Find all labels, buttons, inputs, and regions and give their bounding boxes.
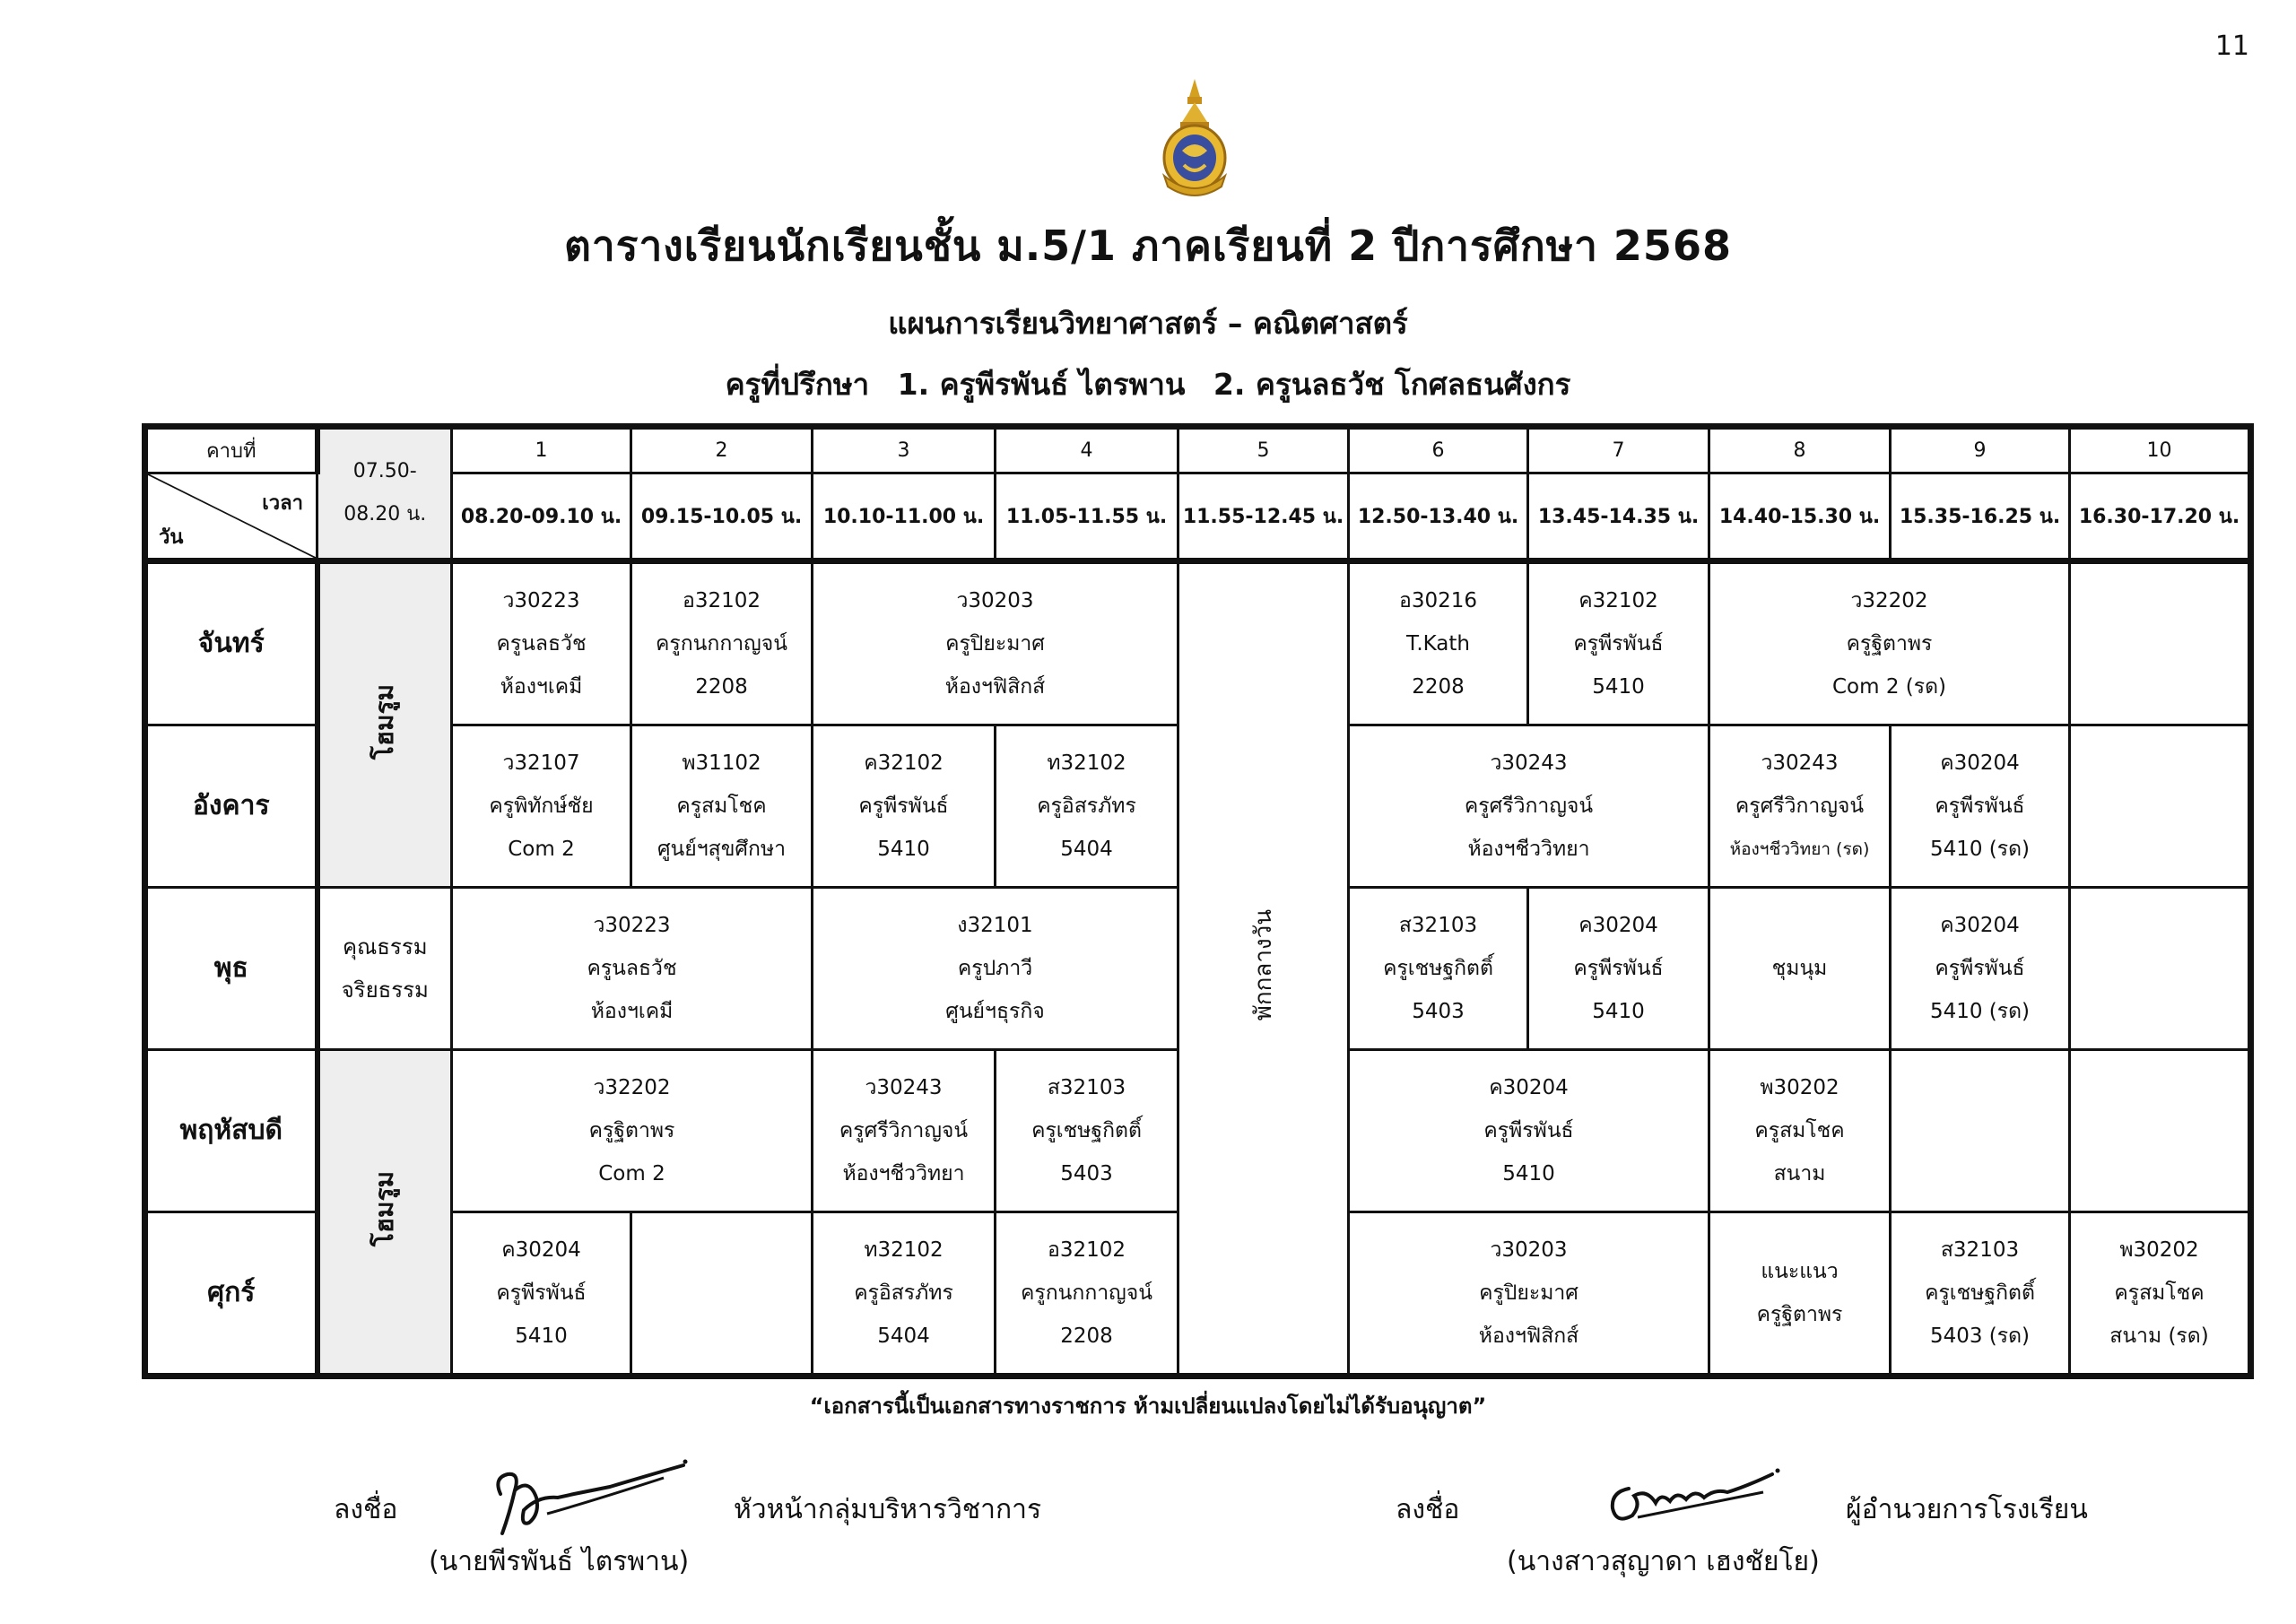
sign-label-left: ลงชื่อ [334, 1494, 398, 1525]
period-time: 10.10-11.00 น. [813, 473, 996, 560]
period-time: 12.50-13.40 น. [1349, 473, 1528, 560]
lunch-break-cell: พักกลางวัน [1178, 560, 1349, 1376]
day-name: ศุกร์ [145, 1211, 317, 1376]
class-cell: ว30223 ครูนลธวัช ห้องฯเคมี [452, 560, 631, 725]
class-cell: อ32102 ครูกนกกาญจน์ 2208 [996, 1211, 1178, 1376]
day-time-corner [145, 473, 317, 560]
class-cell: ส32103 ครูเชษฐกิตติ์ 5403 [996, 1049, 1178, 1211]
class-cell: ว30243 ครูศรีวิกาญจน์ ห้องฯชีววิทยา (รด) [1709, 725, 1891, 887]
class-cell: ท32102 ครูอิสรภัทร 5404 [813, 1211, 996, 1376]
time-label: เวลา [262, 491, 303, 515]
day-name: พฤหัสบดี [145, 1049, 317, 1211]
official-document-notice: “เอกสารนี้เป็นเอกสารทางราชการ ห้ามเปลี่ยนแปลงโดยไม่ได้รับอนุญาต” [809, 1394, 1487, 1419]
period-time: 09.15-10.05 น. [631, 473, 813, 560]
class-cell: ค32102 ครูพีรพันธ์ 5410 [813, 725, 996, 887]
period-number: 3 [813, 427, 996, 473]
class-cell: ง32101 ครูปภาวี ศูนย์ฯธุรกิจ [813, 887, 1178, 1049]
class-cell: พ31102 ครูสมโชค ศูนย์ฯสุขศึกษา [631, 725, 813, 887]
day-row-monday [145, 560, 2251, 725]
class-schedule-table [142, 423, 2254, 1379]
class-cell: ค30204 ครูพีรพันธ์ 5410 [452, 1211, 631, 1376]
class-cell: ส32103 ครูเชษฐกิตติ์ 5403 [1349, 887, 1528, 1049]
advisor-first: 1. ครูพีรพันธ์ ไตรพาน [897, 367, 1186, 402]
period-number: 6 [1349, 427, 1528, 473]
empty-cell [2070, 725, 2251, 887]
school-emblem [1152, 75, 1238, 204]
ethics-cell: คุณธรรม จริยธรรม [317, 887, 452, 1049]
period-label: คาบที่ [145, 427, 317, 473]
period-time: 13.45-14.35 น. [1528, 473, 1709, 560]
class-cell: ค30204 ครูพีรพันธ์ 5410 [1528, 887, 1709, 1049]
class-cell: ว30243 ครูศรีวิกาญจน์ ห้องฯชีววิทยา [813, 1049, 996, 1211]
period-number: 9 [1891, 427, 2070, 473]
class-cell: พ30202 ครูสมโชค สนาม (รด) [2070, 1211, 2251, 1376]
class-cell: อ32102 ครูกนกกาญจน์ 2208 [631, 560, 813, 725]
class-cell: ค30204 ครูพีรพันธ์ 5410 (รด) [1891, 887, 2070, 1049]
class-cell: ว32202 ครูฐิตาพร Com 2 [452, 1049, 813, 1211]
class-cell: พ30202 ครูสมโชค สนาม [1709, 1049, 1891, 1211]
class-cell: อ30216 T.Kath 2208 [1349, 560, 1528, 725]
class-cell: ว30223 ครูนลธวัช ห้องฯเคมี [452, 887, 813, 1049]
empty-cell [2070, 887, 2251, 1049]
period-number-row [145, 427, 2251, 473]
period-time: 14.40-15.30 น. [1709, 473, 1891, 560]
day-name: อังคาร [145, 725, 317, 887]
role-academic-head: หัวหน้ากลุ่มบริหารวิชาการ [734, 1494, 1042, 1525]
signer-name-right: (นางสาวสุญาดา เฮงชัยโย) [1507, 1546, 1820, 1577]
club-cell: ชุมนุม [1709, 887, 1891, 1049]
sign-label-right: ลงชื่อ [1396, 1494, 1460, 1525]
empty-cell [2070, 560, 2251, 725]
period-number: 5 [1178, 427, 1349, 473]
day-name: พุธ [145, 887, 317, 1049]
signer-name-left: (นายพีรพันธ์ ไตรพาน) [429, 1546, 690, 1577]
guidance-cell: แนะแนว ครูฐิตาพร [1709, 1211, 1891, 1376]
period-number: 2 [631, 427, 813, 473]
class-cell: ค32102 ครูพีรพันธ์ 5410 [1528, 560, 1709, 725]
empty-cell [631, 1211, 813, 1376]
class-cell: ค30204 ครูพีรพันธ์ 5410 [1349, 1049, 1709, 1211]
period-number: 1 [452, 427, 631, 473]
study-plan: แผนการเรียนวิทยาศาสตร์ – คณิตศาสตร์ [888, 306, 1408, 341]
advisors-label: ครูที่ปรึกษา [725, 367, 870, 402]
empty-cell [2070, 1049, 2251, 1211]
page-number: 11 [2214, 30, 2249, 62]
class-cell: ว32107 ครูพิทักษ์ชัย Com 2 [452, 725, 631, 887]
period-time: 11.05-11.55 น. [996, 473, 1178, 560]
advisor-second: 2. ครูนลธวัช โกศลธนศังกร [1213, 367, 1571, 402]
class-cell: ท32102 ครูอิสรภัทร 5404 [996, 725, 1178, 887]
empty-cell [1891, 1049, 2070, 1211]
signature-right-image [1602, 1462, 1781, 1533]
early-time-cell: 07.50- 08.20 น. [317, 427, 452, 561]
period-time: 08.20-09.10 น. [452, 473, 631, 560]
signature-left-image [484, 1451, 691, 1541]
class-cell: ค30204 ครูพีรพันธ์ 5410 (รด) [1891, 725, 2070, 887]
homeroom-cell: โฮมรูม [317, 560, 452, 887]
role-school-director: ผู้อำนวยการโรงเรียน [1846, 1494, 2088, 1525]
day-name: จันทร์ [145, 560, 317, 725]
period-number: 4 [996, 427, 1178, 473]
class-cell: ว30243 ครูศรีวิกาญจน์ ห้องฯชีววิทยา [1349, 725, 1709, 887]
homeroom-cell: โฮมรูม [317, 1049, 452, 1376]
class-cell: ว30203 ครูปิยะมาศ ห้องฯฟิสิกส์ [813, 560, 1178, 725]
period-time: 15.35-16.25 น. [1891, 473, 2070, 560]
advisors-line [0, 360, 2296, 408]
class-cell: ว30203 ครูปิยะมาศ ห้องฯฟิสิกส์ [1349, 1211, 1709, 1376]
day-label: วัน [159, 525, 184, 549]
period-time-row [145, 473, 2251, 560]
class-cell: ส32103 ครูเชษฐกิตติ์ 5403 (รด) [1891, 1211, 2070, 1376]
period-number: 10 [2070, 427, 2251, 473]
period-time: 11.55-12.45 น. [1178, 473, 1349, 560]
period-number: 8 [1709, 427, 1891, 473]
period-time: 16.30-17.20 น. [2070, 473, 2251, 560]
period-number: 7 [1528, 427, 1709, 473]
class-cell: ว32202 ครูฐิตาพร Com 2 (รด) [1709, 560, 2070, 725]
schedule-title: ตารางเรียนนักเรียนชั้น ม.5/1 ภาคเรียนที่ 2 ปีการศึกษา 2568 [564, 221, 1732, 270]
